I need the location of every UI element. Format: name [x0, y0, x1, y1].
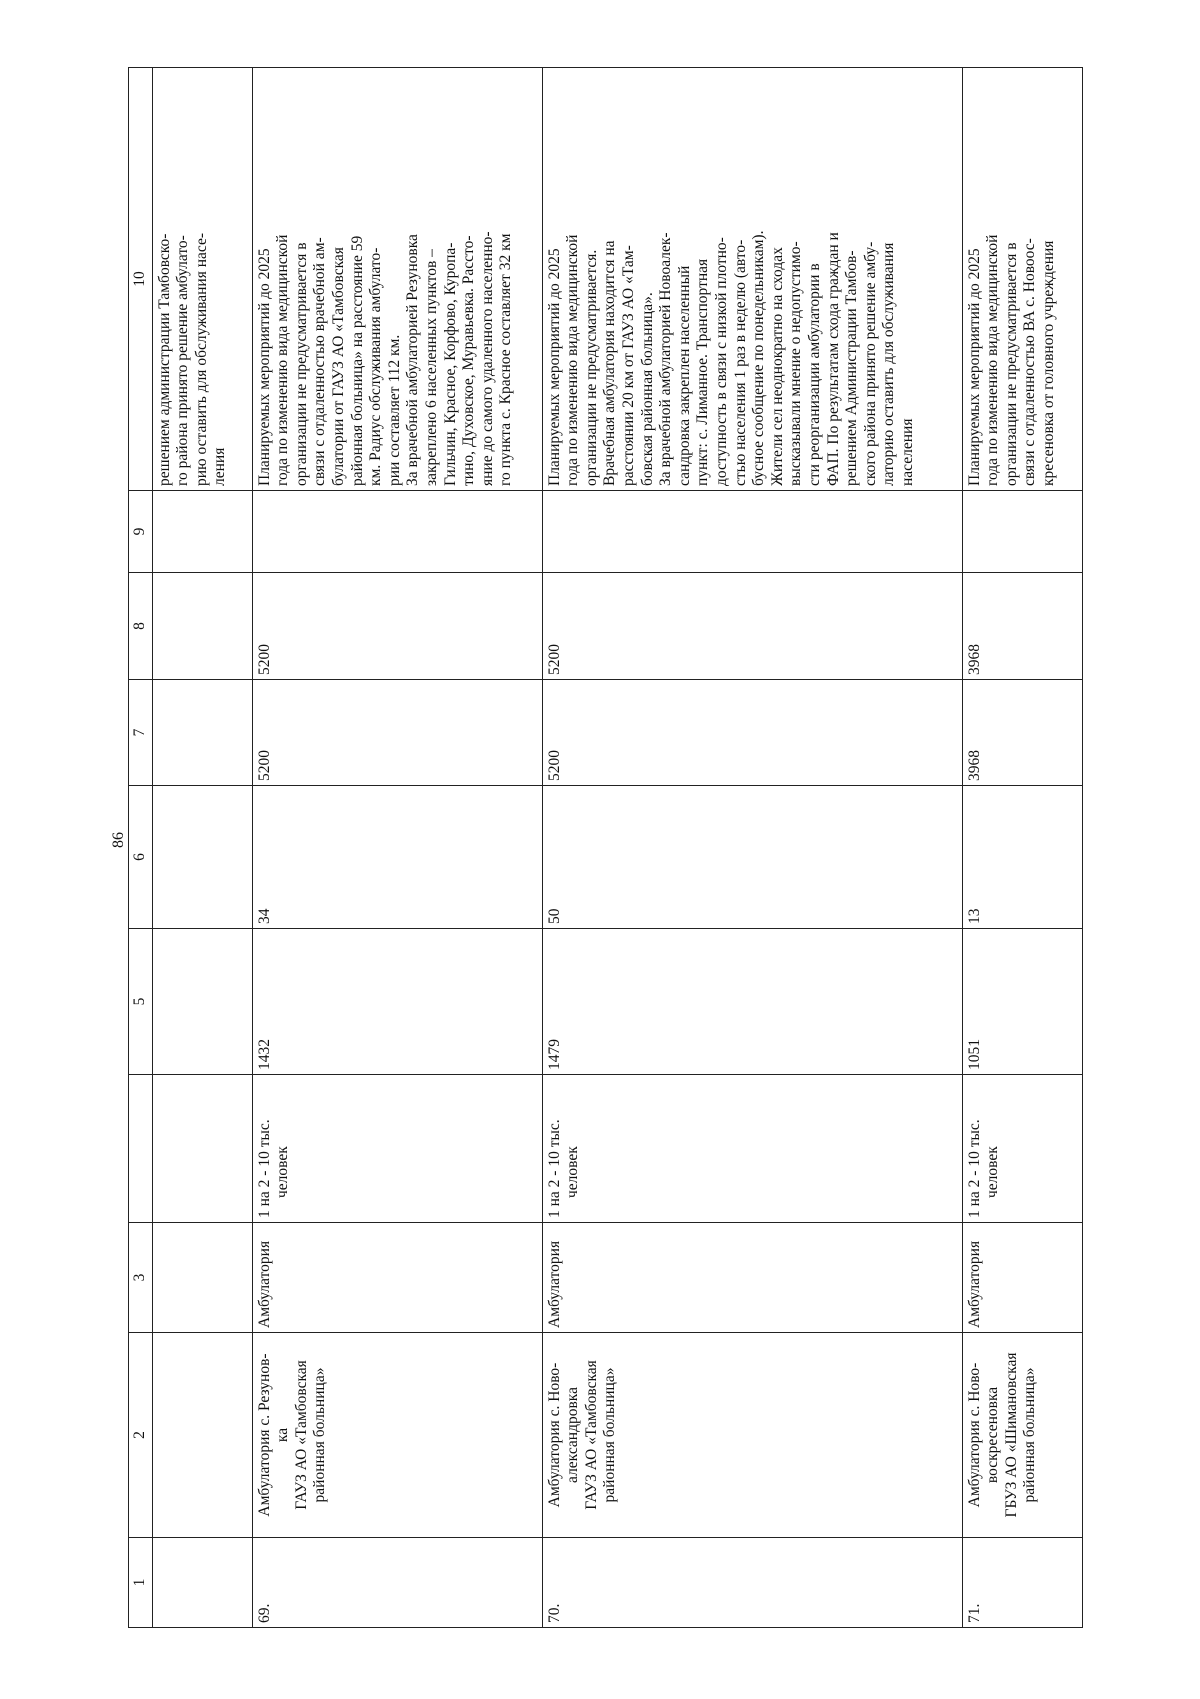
- column-header: 10: [129, 68, 153, 491]
- column-header: 6: [129, 786, 153, 929]
- row-number: 69.: [252, 1538, 542, 1628]
- institution-name: Амбулатория с. Ново- воскресеновка ГБУЗ АО «Шимановская районная больница»: [962, 1333, 1082, 1538]
- value-col8: 5200: [252, 573, 542, 680]
- column-header: 8: [129, 573, 153, 680]
- norm: 1 на 2 - 10 тыс. человек: [252, 1075, 542, 1223]
- column-header: 5: [129, 929, 153, 1075]
- value-col8: 3968: [962, 573, 1082, 680]
- value-col7: 3968: [962, 680, 1082, 786]
- rotated-table-container: [128, 68, 1128, 1628]
- value-col5: 1479: [542, 929, 962, 1075]
- document-table: [128, 67, 1083, 1628]
- value-col7: 5200: [542, 680, 962, 786]
- column-header: 7: [129, 680, 153, 786]
- value-col6: 50: [542, 786, 962, 929]
- table-row: [542, 68, 962, 1628]
- value-col7: 5200: [252, 680, 542, 786]
- row-number: 71.: [962, 1538, 1082, 1628]
- note: Планируемых мероприятий до 2025 года по изменению вида медицинской организации не предусматривается в связи с отдаленностью ВА с. Новоос- кресеновка от головного учреждения: [962, 68, 1082, 491]
- continuation-row: [152, 68, 252, 1628]
- value-col9: [252, 491, 542, 573]
- table-row: [252, 68, 542, 1628]
- continuation-note: [152, 68, 252, 491]
- value-col6: 13: [962, 786, 1082, 929]
- institution-name: Амбулатория с. Ново- александровка ГАУЗ АО «Тамбовская районная больница»: [542, 1333, 962, 1538]
- value-col5: 1432: [252, 929, 542, 1075]
- header-row: [129, 68, 153, 1628]
- note: Планируемых мероприятий до 2025 года по изменению вида медицинской организации не предусматривается. Врачебная амбулатория находится на расстоянии 20 км от ГАУЗ АО «Там- бовская районная больница». За врачебной амбулаторией Новоалек- сандровка закреплен населенный пункт: с. Лиманное. Транспортная доступность в связи с низкой плотно- стью населения 1 раз в неделю (авто- бусное сообщение по понедельникам). Жители сел неоднократно на сходах высказывали мнение о недопустимо- сти реорганизации амбулатории в ФАП. По результатам схода граждан и решением Администрации Тамбов- ского района принято решение амбу- латорию оставить для обслуживания населения: [542, 68, 962, 491]
- column-header: [129, 1075, 153, 1223]
- column-header: 9: [129, 491, 153, 573]
- row-number: 70.: [542, 1538, 962, 1628]
- column-header: 1: [129, 1538, 153, 1628]
- note-line: ления: [211, 447, 229, 486]
- column-header: 2: [129, 1333, 153, 1538]
- norm: 1 на 2 - 10 тыс. человек: [542, 1075, 962, 1223]
- column-header: 3: [129, 1223, 153, 1333]
- note: Планируемых мероприятий до 2025 года по изменению вида медицинской организации не предусматривается в связи с отдаленностью врачебной ам- булатории от ГАУЗ АО «Тамбовская районная больница» на расстояние 59 км. Радиус обслуживания амбулато- рии составляет 112 км. За врачебной амбулаторией Резуновка закреплено 6 населенных пунктов – Гильчин, Красное, Корфово, Куропа- тино, Духовское, Муравьевка. Рассто- яние до самого удаленного населенно- го пункта с. Красное составляет 32 км: [252, 68, 542, 491]
- page-number: 86: [110, 832, 127, 848]
- value-col8: 5200: [542, 573, 962, 680]
- institution-name: Амбулатория с. Резунов- ка ГАУЗ АО «Тамбовская районная больница»: [252, 1333, 542, 1538]
- note-line: го района принято решение амбулато-: [174, 235, 192, 486]
- value-col9: [962, 491, 1082, 573]
- facility-type: Амбулатория: [962, 1223, 1082, 1333]
- table-row: [962, 68, 1082, 1628]
- value-col9: [542, 491, 962, 573]
- value-col6: 34: [252, 786, 542, 929]
- value-col5: 1051: [962, 929, 1082, 1075]
- facility-type: Амбулатория: [542, 1223, 962, 1333]
- note-line: рию оставить для обслуживания насе-: [192, 233, 210, 486]
- facility-type: Амбулатория: [252, 1223, 542, 1333]
- norm: 1 на 2 - 10 тыс. человек: [962, 1075, 1082, 1223]
- note-line: решением администрации Тамбовско-: [155, 233, 173, 486]
